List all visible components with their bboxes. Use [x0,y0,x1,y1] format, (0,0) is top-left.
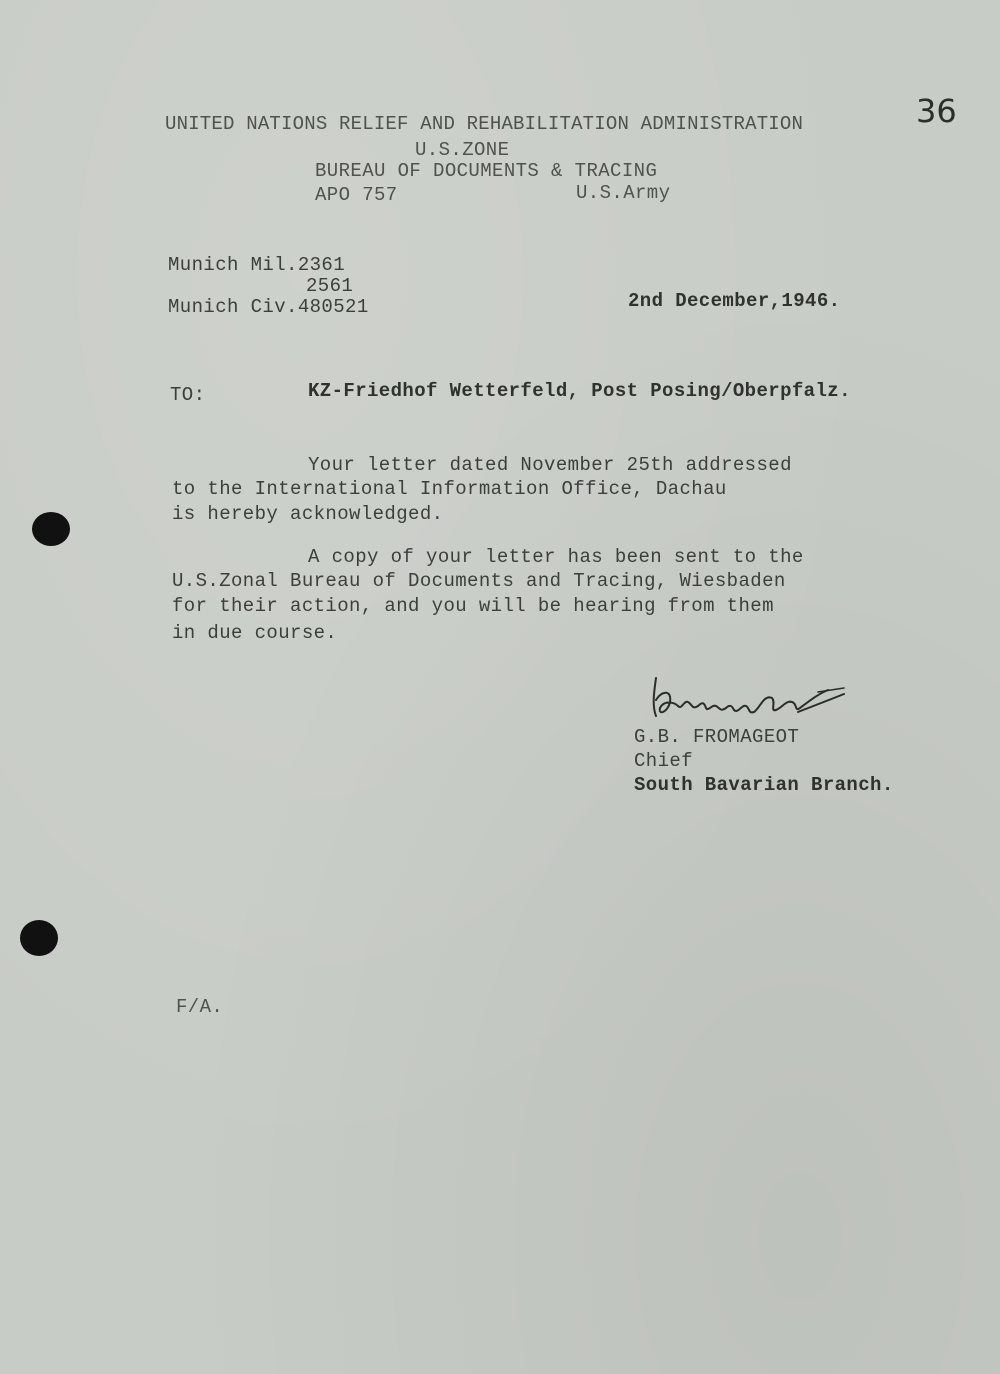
body-line: A copy of your letter has been sent to the [308,546,804,568]
bureau-heading: BUREAU OF DOCUMENTS & TRACING [315,160,658,182]
army-label: U.S.Army [576,182,671,204]
punch-hole [20,920,58,956]
handwritten-signature [648,672,858,728]
phone-civil: Munich Civ.480521 [168,296,369,318]
page-number: 36 [916,92,957,130]
apo-number: APO 757 [315,184,398,206]
signatory-title: Chief [634,750,694,772]
body-line: in due course. [172,622,338,644]
body-line: Your letter dated November 25th addressed [308,454,792,476]
body-line: for their action, and you will be hearing from them [172,595,774,617]
phone-military: Munich Mil.2361 [168,254,346,276]
punch-hole [32,512,70,546]
signatory-name: G.B. FROMAGEOT [634,726,800,748]
file-reference: F/A. [176,996,224,1018]
to-label: TO: [170,384,206,406]
organization-heading: UNITED NATIONS RELIEF AND REHABILITATION ADMINISTRATION [165,113,804,135]
recipient-address: KZ-Friedhof Wetterfeld, Post Posing/Oberpfalz. [308,380,851,402]
body-line: to the International Information Office, Dachau [172,478,727,500]
zone-heading: U.S.ZONE [415,139,510,161]
phone-military-ext: 2561 [306,275,354,297]
letter-date: 2nd December,1946. [628,290,841,312]
signatory-branch: South Bavarian Branch. [634,774,894,796]
body-line: is hereby acknowledged. [172,503,444,525]
body-line: U.S.Zonal Bureau of Documents and Tracing, Wiesbaden [172,570,786,592]
